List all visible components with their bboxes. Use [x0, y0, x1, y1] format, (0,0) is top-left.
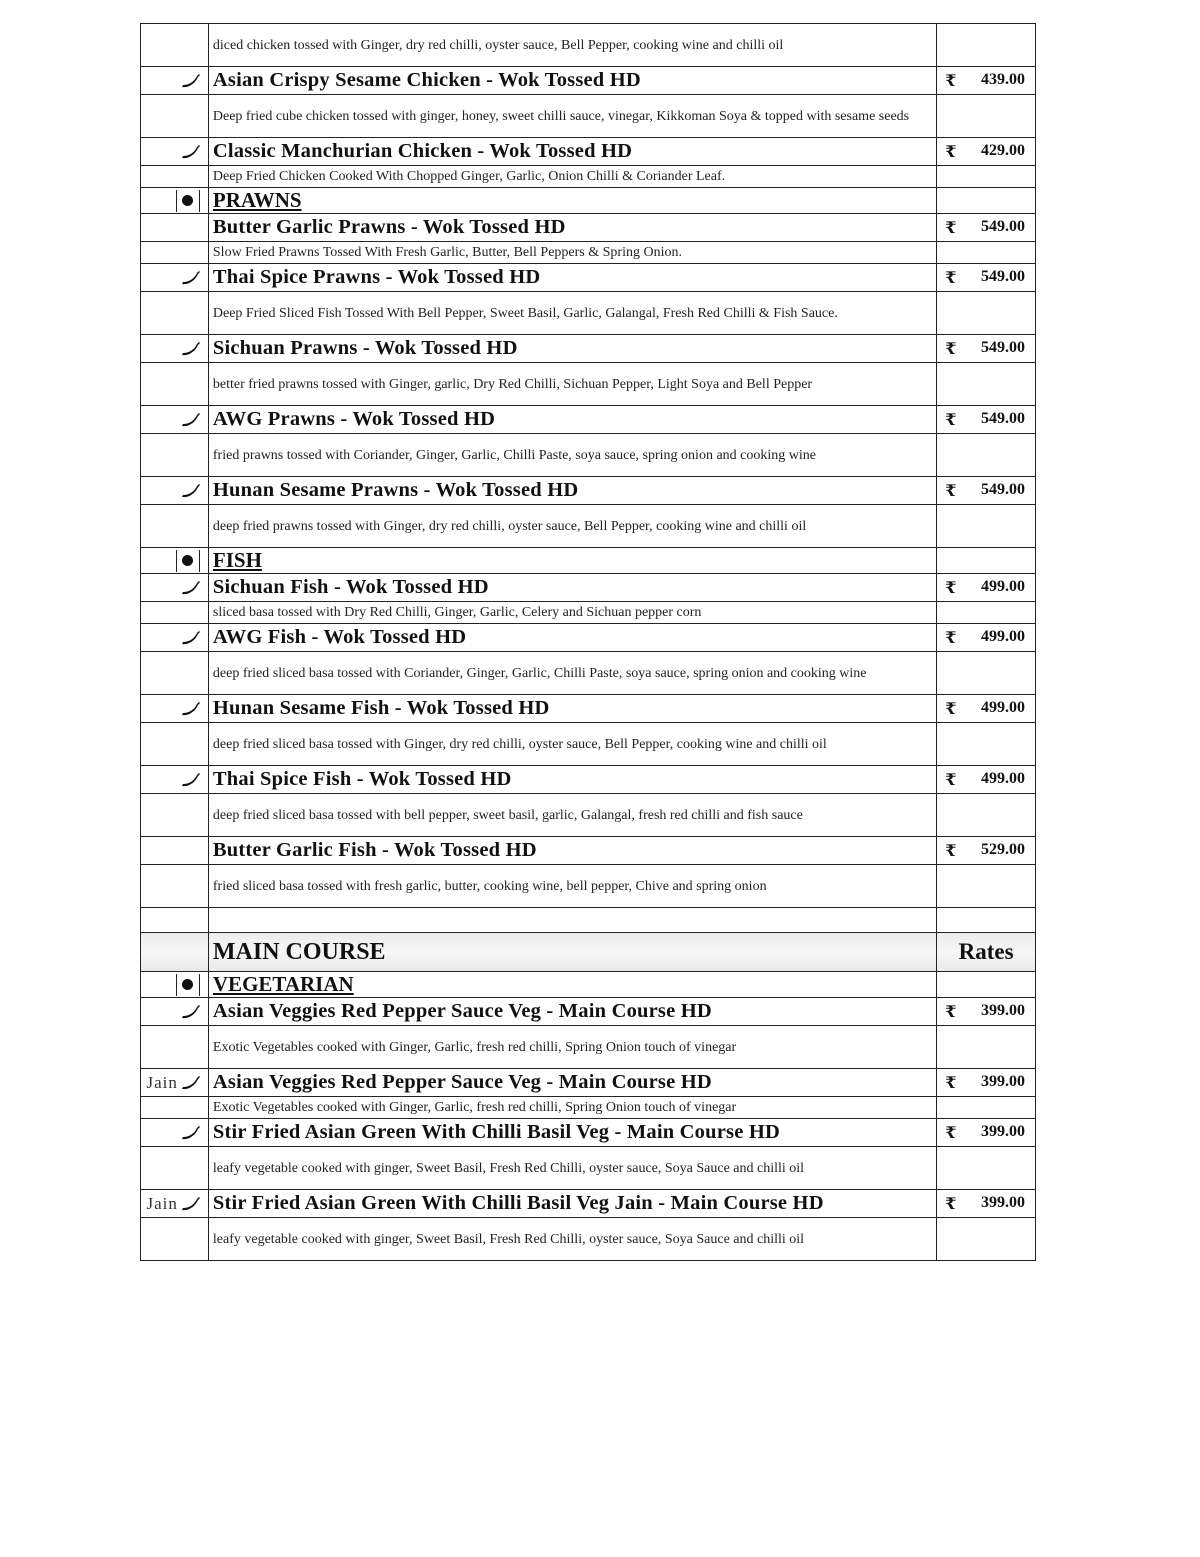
item-description-row: [141, 292, 1036, 335]
item-title: Butter Garlic Prawns - Wok Tossed HD: [212, 216, 566, 238]
item-rate-cell: [937, 1069, 1036, 1097]
icon-cell: [141, 24, 209, 67]
item-rate-cell: [937, 1190, 1036, 1218]
item-rate-cell: [937, 695, 1036, 723]
icon-cell: [141, 652, 209, 695]
icon-cell: [141, 794, 209, 837]
item-title: Asian Crispy Sesame Chicken - Wok Tossed HD: [212, 69, 641, 91]
rate-cell: [937, 166, 1036, 188]
icon-cell: [141, 214, 209, 242]
item-rate-cell: [937, 837, 1036, 865]
rupee-symbol: ₹: [945, 482, 957, 500]
item-description-row: [141, 865, 1036, 908]
non-veg-dot-icon: [176, 190, 200, 212]
item-title: Asian Veggies Red Pepper Sauce Veg - Main Course HD: [212, 1000, 712, 1022]
item-rate-cell: [937, 624, 1036, 652]
item-title-cell: [208, 695, 936, 723]
blank-cell: [208, 908, 936, 933]
item-description: sliced basa tossed with Dry Red Chilli, Ginger, Garlic, Celery and Sichuan pepper corn: [212, 605, 702, 620]
item-description-row: [141, 363, 1036, 406]
item-description: deep fried sliced basa tossed with bell pepper, sweet basil, garlic, Galangal, fresh red chilli and fish sauce: [212, 807, 803, 823]
rupee-symbol: ₹: [945, 219, 957, 237]
chilli-icon: [180, 72, 202, 90]
icon-cell: [141, 166, 209, 188]
icon-cell: [141, 406, 209, 434]
item-description-row: [141, 1097, 1036, 1119]
rate-cell: [937, 95, 1036, 138]
item-title: Sichuan Prawns - Wok Tossed HD: [212, 337, 518, 359]
rupee-symbol: ₹: [945, 629, 957, 647]
section-title: FISH: [212, 548, 262, 572]
rupee-symbol: ₹: [945, 340, 957, 358]
menu-item-row: [141, 695, 1036, 723]
rupee-symbol: ₹: [945, 411, 957, 429]
item-description: Exotic Vegetables cooked with Ginger, Garlic, fresh red chilli, Spring Onion touch of vinegar: [212, 1039, 737, 1055]
item-price: 439.00: [981, 70, 1025, 88]
item-price: 549.00: [981, 267, 1025, 285]
icon-cell: [141, 1026, 209, 1069]
rate-cell: [937, 1147, 1036, 1190]
chilli-icon: [180, 482, 202, 500]
blank-row: [141, 908, 1036, 933]
item-description-cell: [208, 434, 936, 477]
item-title-cell: [208, 264, 936, 292]
item-description: leafy vegetable cooked with ginger, Sweet Basil, Fresh Red Chilli, oyster sauce, Soya Sauce and chilli oil: [212, 1231, 805, 1247]
item-title-cell: [208, 138, 936, 166]
icon-cell: [141, 477, 209, 505]
rupee-symbol: ₹: [945, 269, 957, 287]
item-description: deep fried sliced basa tossed with Coriander, Ginger, Garlic, Chilli Paste, soya sauce, spring onion and cooking wine: [212, 665, 867, 681]
icon-cell: [141, 95, 209, 138]
icon-cell: [141, 574, 209, 602]
item-description-row: [141, 794, 1036, 837]
item-rate-cell: [937, 406, 1036, 434]
rate-cell: [937, 24, 1036, 67]
item-description-row: [141, 434, 1036, 477]
item-description: Deep Fried Chicken Cooked With Chopped Ginger, Garlic, Onion Chilli & Coriander Leaf.: [212, 169, 726, 184]
item-description-cell: [208, 794, 936, 837]
item-title-cell: [208, 67, 936, 95]
item-description-cell: [208, 95, 936, 138]
rate-cell: [937, 602, 1036, 624]
item-description-cell: [208, 242, 936, 264]
item-description-row: [141, 602, 1036, 624]
icon-cell: [141, 67, 209, 95]
rate-cell: [937, 548, 1036, 574]
item-price: 399.00: [981, 1122, 1025, 1140]
item-title-cell: [208, 1119, 936, 1147]
item-title-cell: [208, 335, 936, 363]
item-rate-cell: [937, 1119, 1036, 1147]
item-description-cell: [208, 602, 936, 624]
rupee-symbol: ₹: [945, 1074, 957, 1092]
rate-cell: [937, 188, 1036, 214]
section-title-cell: [208, 548, 936, 574]
item-title: Stir Fried Asian Green With Chilli Basil Veg - Main Course HD: [212, 1121, 780, 1143]
item-description-cell: [208, 363, 936, 406]
item-title: Stir Fried Asian Green With Chilli Basil Veg Jain - Main Course HD: [212, 1192, 824, 1214]
item-description-row: [141, 505, 1036, 548]
item-description-row: [141, 166, 1036, 188]
main-course-header-row: [141, 933, 1036, 972]
icon-cell: [141, 837, 209, 865]
chilli-icon: [180, 340, 202, 358]
item-description-cell: [208, 1218, 936, 1261]
item-price: 499.00: [981, 769, 1025, 787]
menu-item-row: [141, 406, 1036, 434]
chilli-icon: [180, 1195, 202, 1213]
item-description: Deep Fried Sliced Fish Tossed With Bell Pepper, Sweet Basil, Garlic, Galangal, Fresh Red Chilli & Fish Sauce.: [212, 305, 838, 321]
item-description-cell: [208, 166, 936, 188]
menu-item-row: [141, 214, 1036, 242]
main-course-title: MAIN COURSE: [212, 938, 386, 965]
icon-cell: [141, 242, 209, 264]
rupee-symbol: ₹: [945, 842, 957, 860]
rupee-symbol: ₹: [945, 1124, 957, 1142]
menu-item-row: [141, 1069, 1036, 1097]
chilli-icon: [180, 771, 202, 789]
rupee-symbol: ₹: [945, 72, 957, 90]
section-title: VEGETARIAN: [212, 972, 354, 996]
item-title-cell: [208, 1190, 936, 1218]
menu-item-row: [141, 138, 1036, 166]
item-title-cell: [208, 477, 936, 505]
item-description-row: [141, 95, 1036, 138]
item-price: 529.00: [981, 840, 1025, 858]
item-price: 549.00: [981, 338, 1025, 356]
item-description-cell: [208, 505, 936, 548]
item-price: 549.00: [981, 480, 1025, 498]
item-rate-cell: [937, 766, 1036, 794]
item-rate-cell: [937, 477, 1036, 505]
icon-cell: [141, 434, 209, 477]
item-title-cell: [208, 624, 936, 652]
item-description-row: [141, 1026, 1036, 1069]
rupee-symbol: ₹: [945, 1003, 957, 1021]
section-header-row: [141, 548, 1036, 574]
rate-cell: [937, 292, 1036, 335]
menu-item-row: [141, 998, 1036, 1026]
section-title: PRAWNS: [212, 188, 302, 212]
rupee-symbol: ₹: [945, 700, 957, 718]
chilli-icon: [180, 629, 202, 647]
menu-item-row: [141, 1119, 1036, 1147]
item-price: 499.00: [981, 577, 1025, 595]
item-description: Slow Fried Prawns Tossed With Fresh Garlic, Butter, Bell Peppers & Spring Onion.: [212, 245, 682, 260]
icon-cell: [141, 1119, 209, 1147]
item-description-cell: [208, 652, 936, 695]
icon-cell: [141, 723, 209, 766]
menu-body: [141, 24, 1036, 1261]
item-description: Exotic Vegetables cooked with Ginger, Garlic, fresh red chilli, Spring Onion touch of vinegar: [212, 1100, 737, 1115]
rate-cell: [937, 723, 1036, 766]
rupee-symbol: ₹: [945, 579, 957, 597]
item-title-cell: [208, 214, 936, 242]
item-title: Hunan Sesame Prawns - Wok Tossed HD: [212, 479, 579, 501]
item-description: fried prawns tossed with Coriander, Ginger, Garlic, Chilli Paste, soya sauce, spring onion and cooking wine: [212, 447, 816, 463]
menu-item-row: [141, 766, 1036, 794]
item-description-row: [141, 652, 1036, 695]
icon-cell: [141, 1190, 209, 1218]
icon-cell: [141, 548, 209, 574]
blank-cell: [937, 908, 1036, 933]
icon-cell: [141, 138, 209, 166]
item-title: Sichuan Fish - Wok Tossed HD: [212, 576, 489, 598]
item-title-cell: [208, 574, 936, 602]
item-description-row: [141, 242, 1036, 264]
item-title: AWG Prawns - Wok Tossed HD: [212, 408, 496, 430]
item-price: 549.00: [981, 217, 1025, 235]
icon-cell: [141, 933, 209, 972]
non-veg-dot-icon: [176, 550, 200, 572]
item-description: leafy vegetable cooked with ginger, Sweet Basil, Fresh Red Chilli, oyster sauce, Soya Sauce and chilli oil: [212, 1160, 805, 1176]
rate-cell: [937, 652, 1036, 695]
item-description-cell: [208, 865, 936, 908]
item-price: 399.00: [981, 1193, 1025, 1211]
icon-cell: [141, 188, 209, 214]
item-title-cell: [208, 998, 936, 1026]
icon-cell: [141, 695, 209, 723]
icon-cell: [141, 505, 209, 548]
item-rate-cell: [937, 138, 1036, 166]
menu-item-row: [141, 477, 1036, 505]
icon-cell: [141, 602, 209, 624]
item-description: fried sliced basa tossed with fresh garlic, butter, cooking wine, bell pepper, Chive and spring onion: [212, 878, 767, 894]
item-rate-cell: [937, 214, 1036, 242]
menu-item-row: [141, 264, 1036, 292]
item-title-cell: [208, 766, 936, 794]
icon-cell: [141, 1069, 209, 1097]
menu-item-row: [141, 67, 1036, 95]
item-description-cell: [208, 1097, 936, 1119]
section-header-row: [141, 188, 1036, 214]
chilli-icon: [180, 1074, 202, 1092]
chilli-icon: [180, 1003, 202, 1021]
item-rate-cell: [937, 998, 1036, 1026]
rupee-symbol: ₹: [945, 1195, 957, 1213]
rate-cell: [937, 865, 1036, 908]
section-title-cell: [208, 188, 936, 214]
chilli-icon: [180, 579, 202, 597]
item-description: deep fried sliced basa tossed with Ginger, dry red chilli, oyster sauce, Bell Pepper, cooking wine and chilli oil: [212, 736, 827, 752]
menu-item-row: [141, 335, 1036, 363]
item-description: better fried prawns tossed with Ginger, garlic, Dry Red Chilli, Sichuan Pepper, Light Soya and Bell Pepper: [212, 376, 813, 392]
rates-header: Rates: [958, 939, 1014, 964]
icon-cell: [141, 972, 209, 998]
section-header-row: [141, 972, 1036, 998]
item-title-cell: [208, 837, 936, 865]
non-veg-dot-icon: [176, 974, 200, 996]
item-title: AWG Fish - Wok Tossed HD: [212, 626, 467, 648]
menu-item-row: [141, 1190, 1036, 1218]
item-price: 429.00: [981, 141, 1025, 159]
chilli-icon: [180, 143, 202, 161]
icon-cell: [141, 1147, 209, 1190]
chilli-icon: [180, 700, 202, 718]
section-title-cell: [208, 972, 936, 998]
item-rate-cell: [937, 574, 1036, 602]
icon-cell: [141, 1097, 209, 1119]
item-description: deep fried prawns tossed with Ginger, dry red chilli, oyster sauce, Bell Pepper, cooking wine and chilli oil: [212, 518, 807, 534]
chilli-icon: [180, 411, 202, 429]
rate-cell: [937, 363, 1036, 406]
icon-cell: [141, 998, 209, 1026]
menu-item-row: [141, 624, 1036, 652]
item-description-cell: [208, 1147, 936, 1190]
rate-cell: [937, 972, 1036, 998]
rate-cell: [937, 1026, 1036, 1069]
rate-cell: [937, 1218, 1036, 1261]
item-price: 399.00: [981, 1072, 1025, 1090]
chilli-icon: [180, 269, 202, 287]
item-price: 399.00: [981, 1001, 1025, 1019]
rate-cell: [937, 1097, 1036, 1119]
item-rate-cell: [937, 264, 1036, 292]
chilli-icon: [180, 1124, 202, 1142]
menu-item-row: [141, 837, 1036, 865]
icon-cell: [141, 624, 209, 652]
rates-header-cell: [937, 933, 1036, 972]
item-description-cell: [208, 723, 936, 766]
icon-cell: [141, 363, 209, 406]
item-rate-cell: [937, 335, 1036, 363]
item-description: diced chicken tossed with Ginger, dry red chilli, oyster sauce, Bell Pepper, cooking wine and chilli oil: [212, 37, 784, 53]
item-description-row: [141, 24, 1036, 67]
icon-cell: [141, 1218, 209, 1261]
item-description-row: [141, 1218, 1036, 1261]
jain-label: Jain: [146, 1193, 178, 1213]
item-title: Asian Veggies Red Pepper Sauce Veg - Main Course HD: [212, 1071, 712, 1093]
menu-table: [140, 23, 1036, 1261]
blank-cell: [141, 908, 209, 933]
icon-cell: [141, 264, 209, 292]
item-title: Hunan Sesame Fish - Wok Tossed HD: [212, 697, 550, 719]
item-price: 499.00: [981, 627, 1025, 645]
icon-cell: [141, 766, 209, 794]
menu-item-row: [141, 574, 1036, 602]
icon-cell: [141, 292, 209, 335]
rate-cell: [937, 242, 1036, 264]
item-description-row: [141, 723, 1036, 766]
rate-cell: [937, 794, 1036, 837]
jain-label: Jain: [146, 1072, 178, 1092]
item-title: Thai Spice Fish - Wok Tossed HD: [212, 768, 512, 790]
item-description-cell: [208, 24, 936, 67]
item-title: Thai Spice Prawns - Wok Tossed HD: [212, 266, 541, 288]
rate-cell: [937, 505, 1036, 548]
item-description-cell: [208, 1026, 936, 1069]
rupee-symbol: ₹: [945, 771, 957, 789]
item-price: 499.00: [981, 698, 1025, 716]
icon-cell: [141, 865, 209, 908]
icon-cell: [141, 335, 209, 363]
item-description: Deep fried cube chicken tossed with ginger, honey, sweet chilli sauce, vinegar, Kikkoman Soya & topped with sesame seeds: [212, 108, 910, 124]
item-price: 549.00: [981, 409, 1025, 427]
item-rate-cell: [937, 67, 1036, 95]
rupee-symbol: ₹: [945, 143, 957, 161]
item-title-cell: [208, 406, 936, 434]
item-title: Classic Manchurian Chicken - Wok Tossed HD: [212, 140, 633, 162]
item-description-row: [141, 1147, 1036, 1190]
item-description-cell: [208, 292, 936, 335]
main-title-cell: [208, 933, 936, 972]
item-title-cell: [208, 1069, 936, 1097]
item-title: Butter Garlic Fish - Wok Tossed HD: [212, 839, 537, 861]
rate-cell: [937, 434, 1036, 477]
